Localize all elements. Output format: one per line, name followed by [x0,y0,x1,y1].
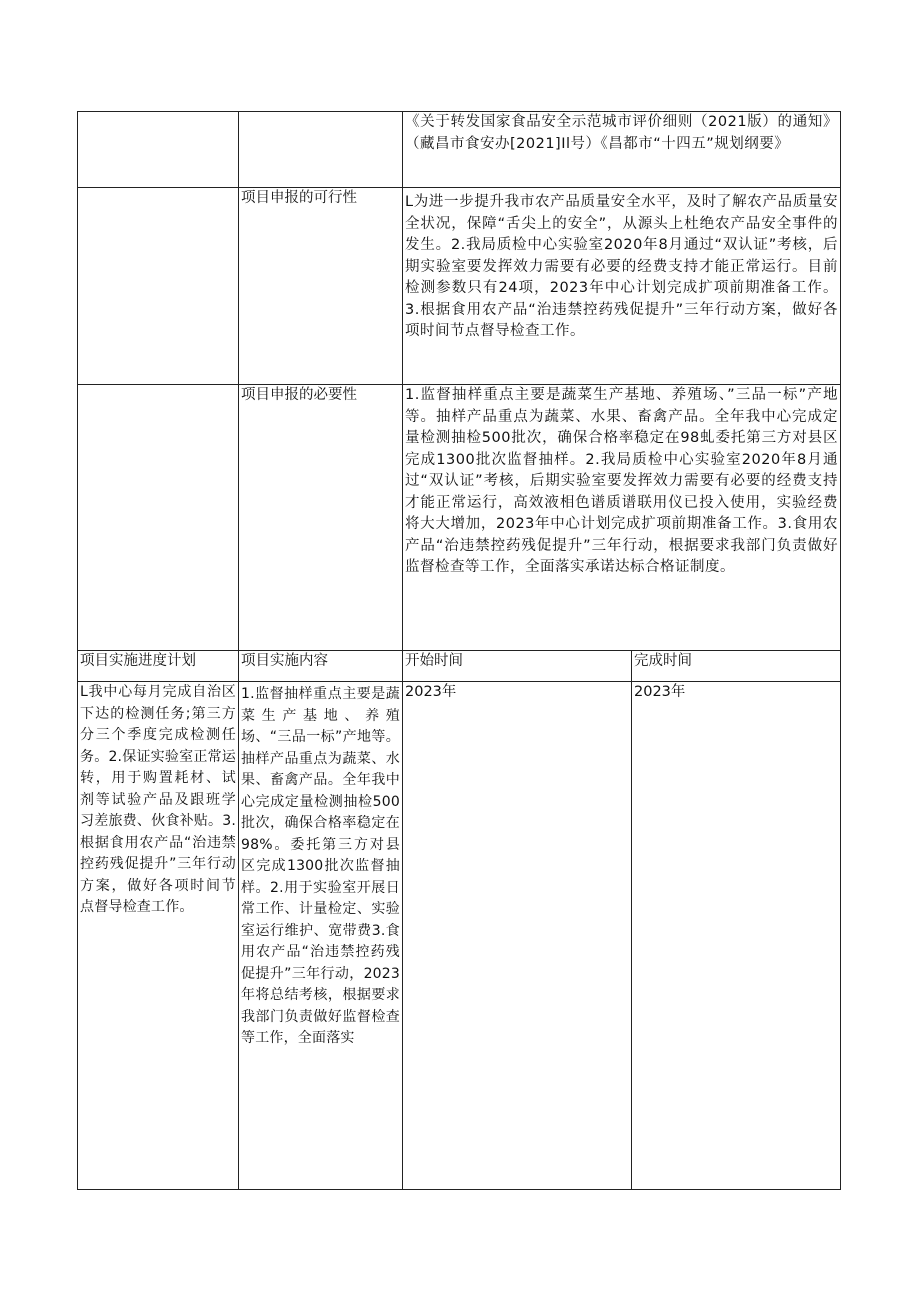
necessity-text-cell [403,385,841,651]
feasibility-empty-cell [78,188,239,385]
feasibility-text: L为进一步提升我市农产品质量安全水平，及时了解农产品质量安全状况，保障“舌尖上的安全”，从源头上杜绝农产品安全事件的发生。2.我局质检中心实验室2020年8月通过“双认证”考核，后期实验室要发挥效力需要有必要的经费支持才能正常运行。目前检测参数只有24项，2023年中心计划完成扩项前期准备工作。3.根据食用农产品“治违禁控药残促提升”三年行动方案，做好各项时间节点督导检查工作。 [405,194,839,339]
end-time-value: 2023年 [632,682,841,1190]
necessity-row [78,385,841,651]
schedule-content-text: 1.监督抽样重点主要是蔬菜生产基地、养殖场、“三品一标”产地等。抽样产品重点为蔬菜、水果、畜禽产品。全年我中心完成定量检测抽检500批次，确保合格率稳定在98%。委托第三方对县区完成1300批次监督抽样。2.用于实验室开展日常工作、计量检定、实验室运行维护、宽带费3.食用农产品“治违禁控药残促提升”三年行动，2023年将总结考核，根据要求我部门负责做好监督检查等工作，全面落实 [241,686,400,1046]
header-schedule-plan: 项目实施进度计划 [78,651,239,682]
header-start-time: 开始时间 [403,651,632,682]
schedule-plan-text: L我中心每月完成自治区下达的检测任务;第三方分三个季度完成检测任务。2.保证实验室正常运转，用于购置耗材、试剂等试验产品及跟班学习差旅费、伙食补贴。3.根据食用农产品“治违禁控药残促提升”三年行动方案，做好各项时间节点督导检查工作。 [80,684,236,915]
schedule-plan-cell [78,682,239,1190]
necessity-label: 项目申报的必要性 [239,385,403,651]
schedule-content-cell [239,682,403,1190]
feasibility-row [78,188,841,385]
basis-empty-cell-1 [78,112,239,188]
project-table [77,111,841,1190]
schedule-row [78,682,841,1190]
feasibility-label: 项目申报的可行性 [239,188,403,385]
basis-text: 《关于转发国家食品安全示范城市评价细则（2021版）的通知》（藏昌市食安办[2021]Il号）《昌都市“十四五”规划纲要》 [405,114,839,152]
basis-text-cell [403,112,841,188]
start-time-value: 2023年 [403,682,632,1190]
schedule-header-row [78,651,841,682]
header-end-time: 完成时间 [632,651,841,682]
feasibility-text-cell [403,188,841,385]
basis-row [78,112,841,188]
header-implementation-content: 项目实施内容 [239,651,403,682]
necessity-empty-cell [78,385,239,651]
basis-empty-cell-2 [239,112,403,188]
necessity-text: 1.监督抽样重点主要是蔬菜生产基地、养殖场、”三品一标”产地等。抽样产品重点为蔬菜、水果、畜禽产品。全年我中心完成定量检测抽检500批次，确保合格率稳定在98虬委托第三方对县区完成1300批次监督抽样。2.我局质检中心实验室2020年8月通过“双认证”考核，后期实验室要发挥效力需要有必要的经费支持才能正常运行，高效液相色谱质谱联用仪已投入使用，实验经费将大大增加，2023年中心计划完成扩项前期准备工作。3.食用农产品“治违禁控药残促提升”三年行动，根据要求我部门负责做好监督检查等工作，全面落实承诺达标合格证制度。 [405,387,839,575]
